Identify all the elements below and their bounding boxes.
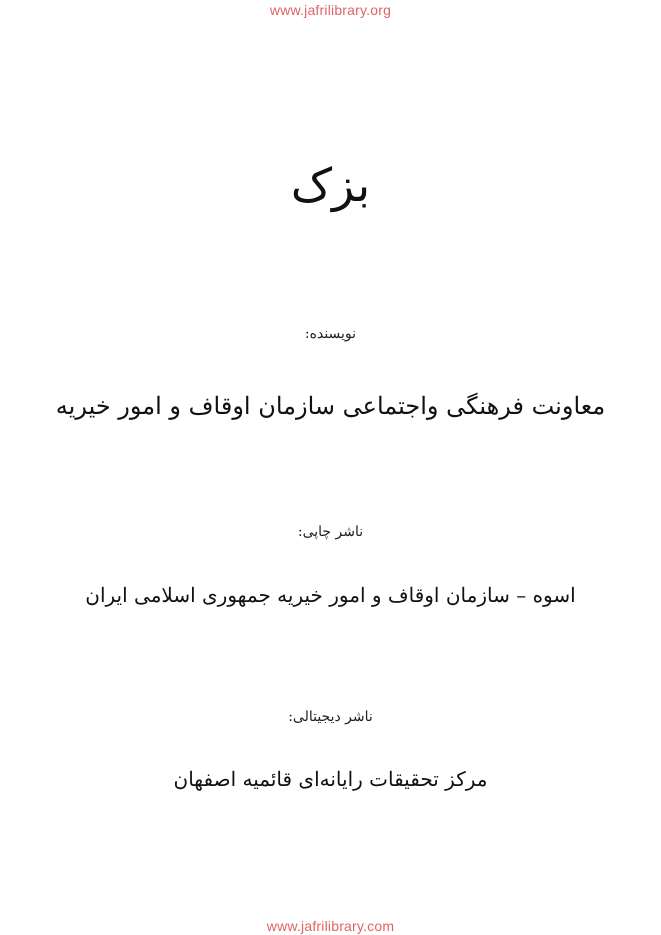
digital-publisher-label: ناشر دیجیتالی:: [288, 709, 373, 725]
author-label: نویسنده:: [304, 326, 357, 342]
top-watermark-url[interactable]: www.jafrilibrary.org: [269, 2, 392, 18]
author-name: معاونت فرهنگی واجتماعی سازمان اوقاف و امور خیریه: [55, 392, 606, 420]
digital-publisher-name: مرکز تحقیقات رایانه‌ای قائمیه اصفهان: [173, 767, 488, 791]
print-publisher-label: ناشر چاپی:: [297, 524, 364, 540]
bottom-watermark-url[interactable]: www.jafrilibrary.com: [266, 918, 395, 934]
book-title: بزک: [290, 158, 371, 212]
print-publisher-name: اسوه – سازمان اوقاف و امور خیریه جمهوری اسلامی ایران: [85, 583, 576, 607]
